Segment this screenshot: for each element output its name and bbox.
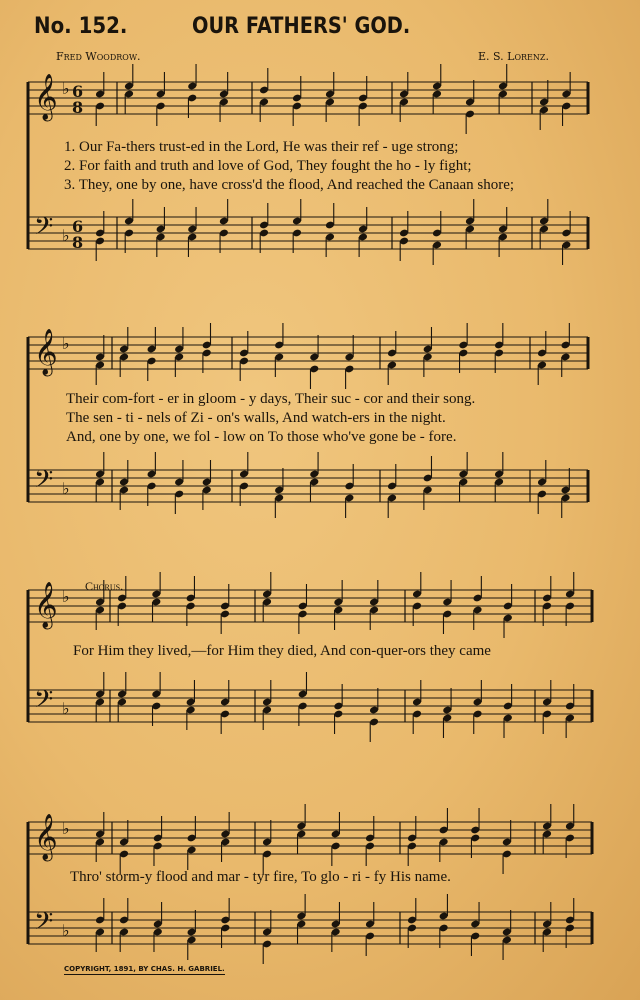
verse-line: 2. For faith and truth and love of God, They fought the ho - ly fight; <box>64 158 472 174</box>
verse-line: The sen - ti - nels of Zi - on's walls, And watch-ers in the night. <box>66 410 446 426</box>
flat-icon: ♭ <box>62 699 70 718</box>
bass-clef-icon: 𝄢 <box>34 685 54 720</box>
bass-clef-icon: 𝄢 <box>34 212 54 247</box>
chorus-label: Chorus. <box>85 579 124 593</box>
flat-icon: ♭ <box>62 334 70 353</box>
treble-clef-icon: 𝄞 <box>34 74 58 120</box>
copyright: COPYRIGHT, 1891, BY CHAS. H. GABRIEL. <box>64 965 225 973</box>
treble-clef-icon: 𝄞 <box>34 582 58 628</box>
flat-icon: ♭ <box>62 819 70 838</box>
chorus-lyric: Thro' storm-y flood and mar - tyr fire, To glo - ri - fy His name. <box>70 869 451 885</box>
verse-line: 3. They, one by one, have cross'd the flood, And reached the Canaan shore; <box>64 177 515 193</box>
chorus-lyric: For Him they lived,—for Him they died, And con-quer-ors they came <box>73 643 491 659</box>
hymn-number: No. 152. <box>34 14 128 39</box>
lyricist: Fred Woodrow. <box>56 50 141 63</box>
hymn-title: OUR FATHERS' GOD. <box>192 14 411 39</box>
composer: E. S. Lorenz. <box>478 50 549 63</box>
flat-icon: ♭ <box>62 921 70 940</box>
flat-icon: ♭ <box>62 479 70 498</box>
flat-icon: ♭ <box>62 79 70 98</box>
time-signature: 8 <box>72 98 84 117</box>
time-signature: 6 <box>72 82 84 101</box>
verse-line: Their com-fort - er in gloom - y days, Their suc - cor and their song. <box>66 391 476 407</box>
time-signature: 8 <box>72 233 84 252</box>
verse-line: And, one by one, we fol - low on To those who've gone be - fore. <box>66 429 457 445</box>
treble-clef-icon: 𝄞 <box>34 329 58 375</box>
flat-icon: ♭ <box>62 226 70 245</box>
time-signature: 6 <box>72 217 84 236</box>
flat-icon: ♭ <box>62 587 70 606</box>
bass-clef-icon: 𝄢 <box>34 907 54 942</box>
verse-line: 1. Our Fa-thers trust-ed in the Lord, He was their ref - uge strong; <box>64 139 459 155</box>
treble-clef-icon: 𝄞 <box>34 814 58 860</box>
bass-clef-icon: 𝄢 <box>34 465 54 500</box>
